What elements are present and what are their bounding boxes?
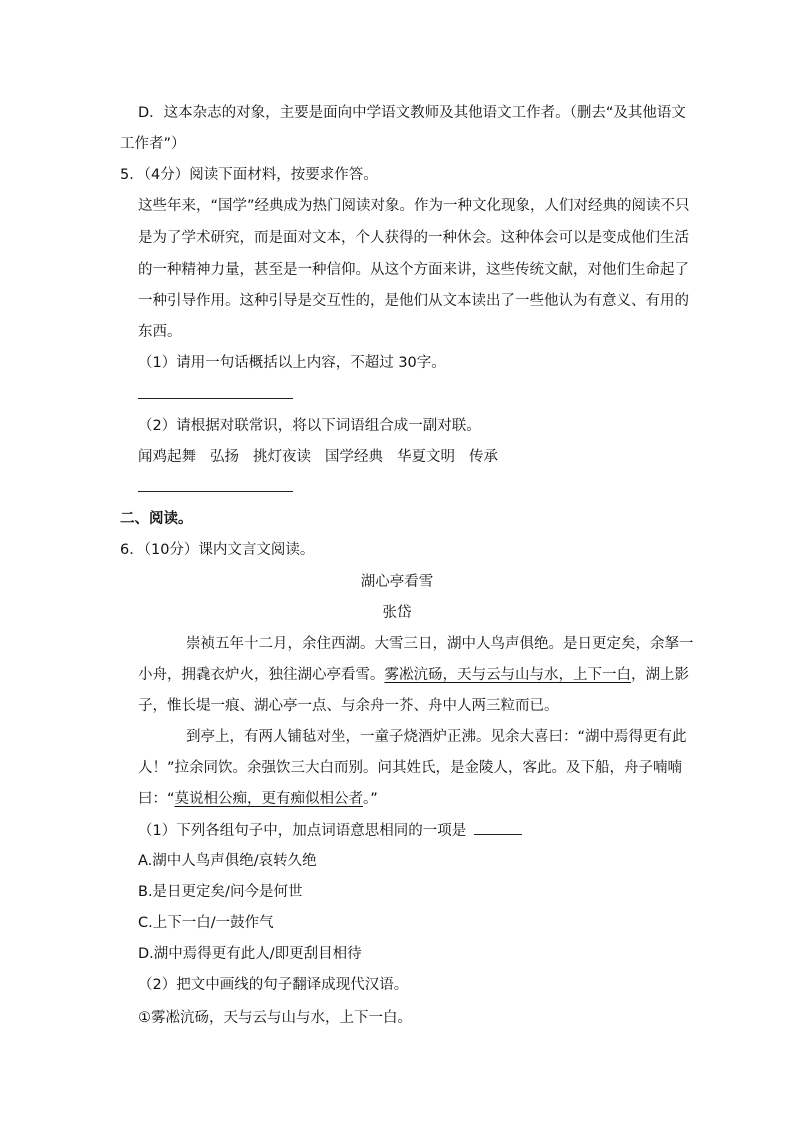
q6-p2-line3 [138,789,378,809]
q6-sub1 [138,820,522,841]
q5-word: 弘扬 [210,449,239,465]
q5-sub1: （1）请用一句话概括以上内容，不超过 30字。 [138,355,446,371]
q5-word-list [138,447,498,467]
text-span: 。” [363,791,378,807]
section-heading: 二、阅读。 [120,511,193,527]
q6-option-b: B.是日更定矣/问今是何世 [138,884,303,900]
passage-title: 湖心亭看雪 [360,574,434,590]
q4-option-d-line1: D．这本杂志的对象，主要是面向中学语文教师及其他语文工作者。（删去“及其他语文 [138,105,686,121]
q6-option-a: A.湖中人鸟声俱绝/哀转久绝 [138,853,317,869]
q6-p2-line1: 到亭上，有两人铺毡对坐，一童子烧酒炉正沸。见余大喜曰：“湖中焉得更有此 [186,729,687,745]
q5-passage-line: 一种引导作用。这种引导是交互性的，是他们从文本读出了一些他认为有意义、有用的 [138,293,689,309]
q5-answer-blank-2[interactable] [138,491,293,492]
q6-sub1-blank[interactable] [474,820,522,835]
q6-option-d: D.湖中焉得更有此人/即更刮目相待 [138,946,362,962]
underlined-sentence-2: 莫说相公痴，更有痴似相公者 [174,791,364,807]
q5-answer-blank-1[interactable] [138,398,293,399]
q5-passage-line: 是为了学术研究，而是面对文本，个人获得的一种休会。这种体会可以是变成他们生活 [138,230,689,246]
q6-option-c: C.上下一白/一鼓作气 [138,915,274,931]
q6-p1-line1: 崇祯五年十二月，余住西湖。大雪三日，湖中人鸟声俱绝。是日更定矣，余拏一 [186,636,694,652]
text-span: 曰：“ [138,791,175,807]
q5-passage-line: 的一种精神力量，甚至是一种信仰。从这个方面来讲，这些传统文献，对他们生命起了 [138,262,689,278]
q6-p1-line3: 子，惟长堤一痕、湖心亭一点、与余舟一芥、舟中人两三粒而已。 [138,698,559,714]
q5-heading: 5．（4分）阅读下面材料，按要求作答。 [120,167,378,183]
passage-author: 张岱 [382,605,412,621]
q5-word: 闻鸡起舞 [138,449,196,465]
q6-translate-1: ①雾凇沆砀，天与云与山与水，上下一白。 [138,1010,412,1026]
q5-word: 挑灯夜读 [253,449,311,465]
q5-word: 传承 [469,449,498,465]
q5-word: 国学经典 [325,449,383,465]
q6-heading: 6．（10分）课内文言文阅读。 [120,542,315,558]
underlined-sentence-1: 雾凇沆砀，天与云与山与水，上下一白 [384,667,631,683]
q5-passage-line: 东西。 [138,324,182,340]
q5-passage-line: 这些年来，“国学”经典成为热门阅读对象。作为一种文化现象，人们对经典的阅读不只 [138,198,690,214]
q6-sub2: （2）把文中画线的句子翻译成现代汉语。 [138,977,409,993]
q5-word: 华夏文明 [397,449,455,465]
q4-option-d-line2: 工作者”） [120,136,186,152]
text-span: 小舟，拥毳衣炉火，独往湖心亭看雪。 [138,667,385,683]
q5-sub2: （2）请根据对联常识，将以下词语组合成一副对联。 [138,418,481,434]
q6-p2-line2: 人！”拉余同饮。余强饮三大白而别。问其姓氏，是金陵人，客此。及下船，舟子喃喃 [138,760,683,776]
q6-sub1-text: （1）下列各组句子中，加点词语意思相同的一项是 [138,823,467,839]
q6-p1-line2 [138,665,689,685]
text-span: ，湖上影 [631,667,689,683]
